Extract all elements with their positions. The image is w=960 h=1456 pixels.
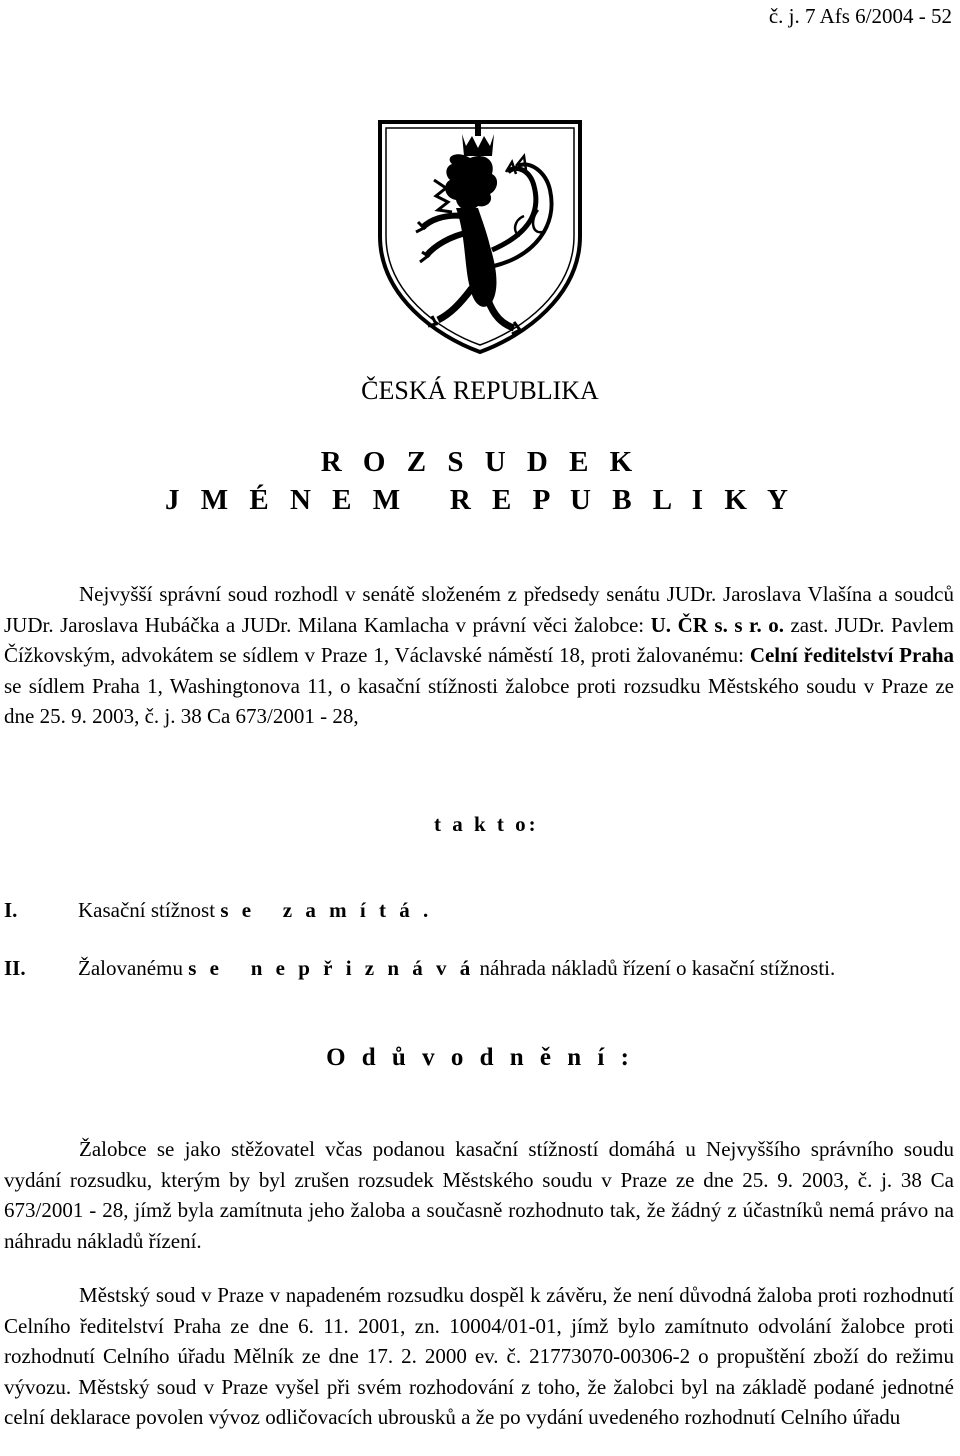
verdict-emphasis: s e z a m í t á .: [220, 898, 433, 922]
intro-paragraph: [4, 579, 954, 732]
document-subtitle: J M É N E M R E P U B L I K Y: [164, 484, 795, 516]
case-reference: č. j. 7 Afs 6/2004 - 52: [768, 4, 952, 28]
verdict-number: I.: [4, 898, 18, 922]
reasoning-paragraph-2: Městský soud v Praze v napadeném rozsudku dospěl k závěru, že není důvodná žaloba proti rozhodnutí Celního ředitelství Praha ze dne 6. 11. 2001, zn. 10004/01-01, jímž bylo zamítnuto odvolání žalobce proti rozhodnutí Celního úřadu Mělník ze dne 17. 2. 2000 ev. č. 21773070-00306-2 o propuštění zboží do režimu vývozu. Městský soud v Praze vyšel při svém rozhodování z toho, že žalobci byl na základě podané jednotné celní deklarace povolen vývoz odličovacích ubrousků a že po vydání uvedeného rozhodnutí Celního úřadu: [4, 1283, 954, 1429]
intro-text-1: Nejvyšší správní soud rozhodl v senátě složeném z předsedy senátu JUDr. Jaroslava Vlašína a soudců JUDr. Jaroslava Hubáčka a JUDr. Milana Kamlacha v právní věci žalobce:: [4, 582, 954, 637]
verdict-text-post: náhrada nákladů řízení o kasační stížnosti.: [474, 956, 836, 980]
defendant-name: Celní ředitelství Praha: [749, 643, 954, 667]
verdict-text-pre: Žalovanému: [78, 956, 189, 980]
plaintiff-name: U. ČR s. s r. o.: [650, 612, 784, 637]
intro-text-3: se sídlem Praha 1, Washingtonova 11, o kasační stížnosti žalobce proti rozsudku Městského soudu v Praze ze dne 25. 9. 2003, č. j. 38 Ca 673/2001 - 28,: [4, 673, 954, 728]
document-title: R O Z S U D E K: [320, 446, 640, 478]
verdict-text-pre: Kasační stížnost: [78, 898, 221, 922]
intro-text-2: zast. JUDr. Pavlem Čížkovským, advokátem se sídlem v Praze 1, Václavské náměstí 18, proti žalovanému:: [4, 612, 954, 667]
verdict-text: [78, 956, 835, 981]
verdict-emphasis: s e n e p ř i z n á v á: [188, 956, 475, 980]
verdict-intro: t a k t o:: [434, 812, 539, 836]
verdict-text: [78, 898, 432, 923]
reasoning-title: O d ů v o d n ě n í :: [326, 1044, 634, 1071]
verdict-number: II.: [4, 956, 26, 980]
country-name: ČESKÁ REPUBLIKA: [361, 376, 599, 405]
czech-lion-coat-of-arms-icon: [374, 116, 586, 356]
reasoning-paragraph-1: Žalobce se jako stěžovatel včas podanou kasační stížností domáhá u Nejvyššího správního soudu vydání rozsudku, kterým by byl zrušen rozsudek Městského soudu v Praze ze dne 25. 9. 2003, č. j. 38 Ca 673/2001 - 28, jímž byla zamítnuta jeho žaloba a současně rozhodnuto tak, že žádný z účastníků nemá právo na náhradu nákladů řízení.: [4, 1137, 954, 1253]
